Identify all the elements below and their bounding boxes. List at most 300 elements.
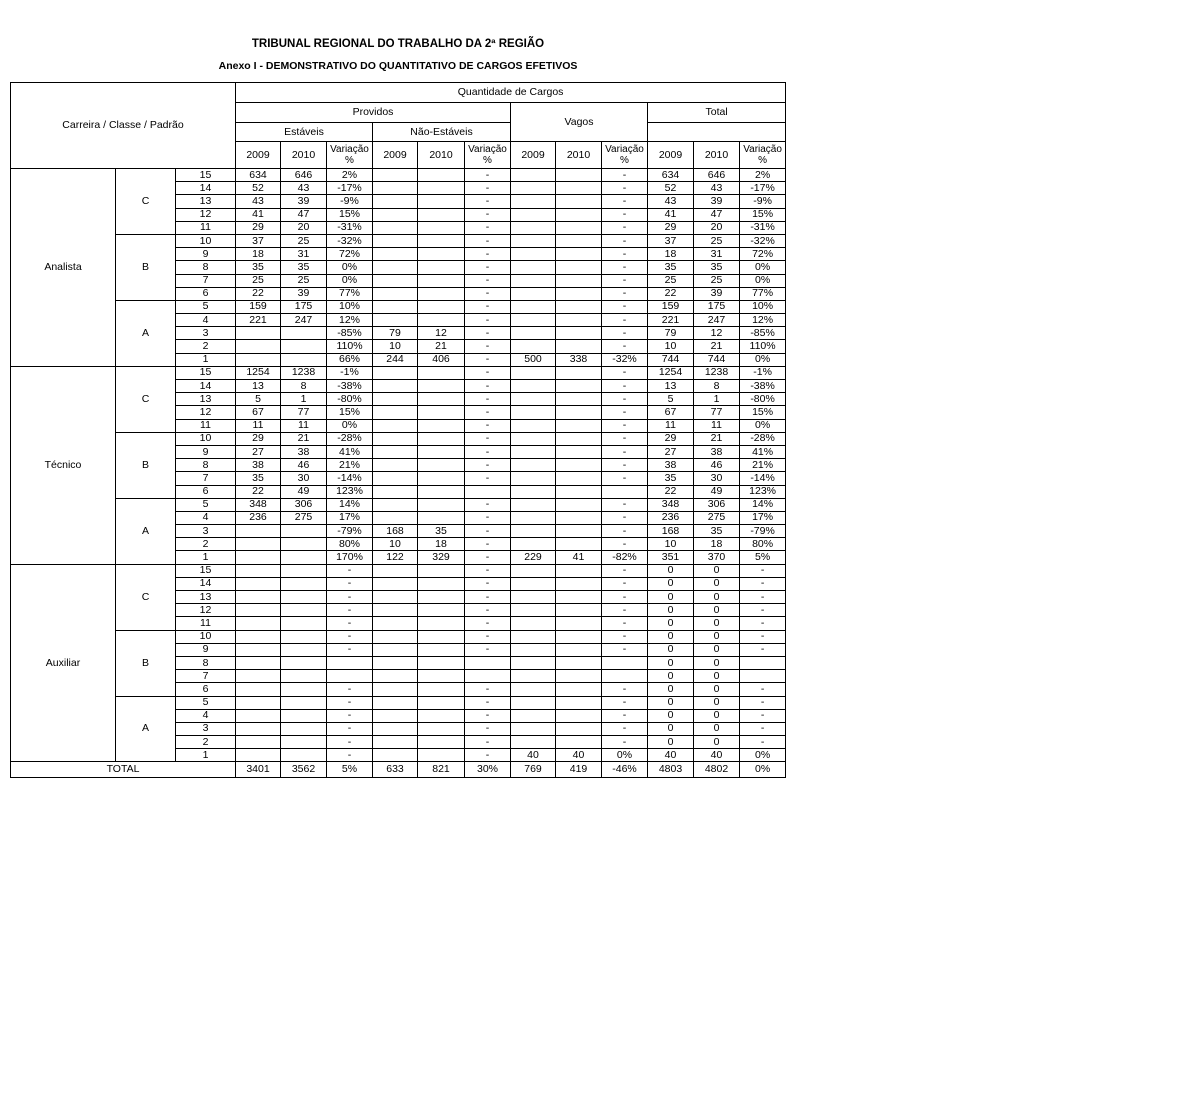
value-cell: 634 [648,169,694,182]
value-cell: - [465,696,511,709]
total-cell: 5% [327,762,373,778]
value-cell [373,630,418,643]
value-cell [556,683,602,696]
value-cell: 744 [694,353,740,366]
value-cell [281,617,327,630]
value-cell: 47 [694,208,740,221]
value-cell: - [602,498,648,511]
value-cell: - [602,340,648,353]
value-cell: 0 [648,591,694,604]
value-cell: 25 [236,274,281,287]
value-cell: - [602,208,648,221]
value-cell [556,340,602,353]
table-body [11,169,786,778]
value-cell: - [465,393,511,406]
total-cell: 4802 [694,762,740,778]
value-cell: 43 [236,195,281,208]
value-cell: 12 [418,327,465,340]
value-cell [418,683,465,696]
value-cell [373,577,418,590]
value-cell [556,643,602,656]
value-cell: - [327,722,373,735]
value-cell [327,670,373,683]
padrao-cell: 10 [176,234,236,247]
value-cell: - [327,630,373,643]
value-cell [511,393,556,406]
value-cell: 329 [418,551,465,564]
value-cell: 221 [236,314,281,327]
header-year-2009: 2009 [511,142,556,169]
value-cell: 338 [556,353,602,366]
value-cell: 0 [694,696,740,709]
value-cell: 38 [281,445,327,458]
value-cell: 30 [694,472,740,485]
value-cell [236,551,281,564]
padrao-cell: 6 [176,683,236,696]
value-cell [373,459,418,472]
value-cell: - [602,538,648,551]
value-cell [373,709,418,722]
padrao-cell: 14 [176,577,236,590]
value-cell: 1238 [694,366,740,379]
value-cell [418,169,465,182]
value-cell [418,234,465,247]
value-cell: 110% [740,340,786,353]
value-cell [373,485,418,498]
value-cell [511,591,556,604]
value-cell [418,472,465,485]
value-cell: 0 [648,617,694,630]
value-cell: -85% [327,327,373,340]
value-cell: - [465,248,511,261]
value-cell: - [602,182,648,195]
value-cell: - [740,564,786,577]
value-cell [418,511,465,524]
value-cell [373,736,418,749]
value-cell: - [602,511,648,524]
value-cell: 38 [648,459,694,472]
value-cell [556,604,602,617]
value-cell [281,604,327,617]
value-cell: - [465,366,511,379]
value-cell: - [327,577,373,590]
value-cell: 14% [740,498,786,511]
value-cell: -28% [327,432,373,445]
value-cell [602,670,648,683]
value-cell: -14% [740,472,786,485]
header-year-2009: 2009 [236,142,281,169]
value-cell [511,380,556,393]
value-cell [373,169,418,182]
value-cell: 21% [327,459,373,472]
value-cell: 0 [648,736,694,749]
carreira-label: Técnico [11,366,116,564]
value-cell: 77 [281,406,327,419]
value-cell [418,182,465,195]
padrao-cell: 9 [176,248,236,261]
value-cell: 5% [740,551,786,564]
value-cell: - [465,406,511,419]
value-cell [236,577,281,590]
value-cell: - [602,722,648,735]
padrao-cell: 5 [176,498,236,511]
value-cell [418,300,465,313]
value-cell: - [465,472,511,485]
value-cell [511,604,556,617]
value-cell: - [465,327,511,340]
value-cell: 40 [648,749,694,762]
value-cell: 21 [281,432,327,445]
value-cell: 47 [281,208,327,221]
value-cell: 35 [648,261,694,274]
value-cell: - [740,722,786,735]
value-cell [281,340,327,353]
value-cell [373,393,418,406]
value-cell: - [465,459,511,472]
value-cell: 43 [648,195,694,208]
value-cell: 15% [327,208,373,221]
value-cell: - [465,749,511,762]
value-cell [281,736,327,749]
value-cell: 11 [236,419,281,432]
value-cell: - [327,683,373,696]
value-cell: - [465,287,511,300]
value-cell [511,709,556,722]
value-cell: 18 [418,538,465,551]
value-cell: 0% [327,274,373,287]
value-cell [511,736,556,749]
value-cell [236,656,281,669]
value-cell [418,709,465,722]
value-cell: - [465,261,511,274]
value-cell: 123% [740,485,786,498]
value-cell [418,591,465,604]
value-cell [511,617,556,630]
value-cell: - [602,564,648,577]
value-cell: 0 [648,577,694,590]
value-cell [556,617,602,630]
value-cell: 25 [281,234,327,247]
value-cell: - [465,498,511,511]
value-cell: 348 [236,498,281,511]
table-row [11,169,786,182]
value-cell: 1 [281,393,327,406]
value-cell: -79% [740,525,786,538]
padrao-cell: 6 [176,485,236,498]
value-cell: 0 [648,604,694,617]
value-cell [418,696,465,709]
value-cell [418,749,465,762]
value-cell [418,208,465,221]
value-cell [236,630,281,643]
value-cell [556,419,602,432]
padrao-cell: 2 [176,736,236,749]
value-cell [373,248,418,261]
value-cell: - [465,445,511,458]
header-nao-estaveis: Não-Estáveis [373,123,511,142]
value-cell: 49 [694,485,740,498]
value-cell: 0 [648,722,694,735]
value-cell: 14% [327,498,373,511]
value-cell: 38 [694,445,740,458]
value-cell [556,498,602,511]
value-cell [418,406,465,419]
value-cell: 122 [373,551,418,564]
value-cell: 306 [694,498,740,511]
value-cell [236,643,281,656]
value-cell [236,696,281,709]
value-cell: 18 [236,248,281,261]
value-cell [511,300,556,313]
value-cell: 1254 [648,366,694,379]
value-cell [373,432,418,445]
value-cell [236,564,281,577]
value-cell: 39 [281,287,327,300]
value-cell: 0% [602,749,648,762]
value-cell [236,722,281,735]
value-cell: 159 [236,300,281,313]
value-cell: - [602,195,648,208]
value-cell: 10% [740,300,786,313]
value-cell [511,419,556,432]
value-cell [556,248,602,261]
value-cell [373,380,418,393]
value-cell: - [465,577,511,590]
value-cell: 41 [556,551,602,564]
value-cell [418,248,465,261]
padrao-cell: 2 [176,538,236,551]
value-cell [511,432,556,445]
value-cell [511,234,556,247]
value-cell: - [465,604,511,617]
value-cell: - [465,169,511,182]
value-cell: 0 [694,604,740,617]
value-cell [511,248,556,261]
value-cell [511,327,556,340]
value-cell: - [602,300,648,313]
value-cell [556,564,602,577]
value-cell: 8 [281,380,327,393]
padrao-cell: 8 [176,656,236,669]
value-cell: 0% [740,353,786,366]
value-cell: 168 [648,525,694,538]
padrao-cell: 15 [176,169,236,182]
value-cell: - [465,300,511,313]
value-cell: -9% [327,195,373,208]
value-cell: 18 [694,538,740,551]
value-cell [556,234,602,247]
header-vagos: Vagos [511,103,648,142]
padrao-cell: 9 [176,445,236,458]
value-cell: - [602,525,648,538]
value-cell: 0 [648,643,694,656]
total-cell: 4803 [648,762,694,778]
value-cell: - [740,683,786,696]
value-cell: - [465,234,511,247]
padrao-cell: 1 [176,551,236,564]
value-cell: -1% [327,366,373,379]
value-cell: 41 [236,208,281,221]
value-cell [511,511,556,524]
value-cell [465,656,511,669]
value-cell: - [602,327,648,340]
padrao-cell: 4 [176,709,236,722]
value-cell: - [602,419,648,432]
value-cell: 17% [327,511,373,524]
value-cell: 35 [236,472,281,485]
value-cell: 634 [236,169,281,182]
value-cell: - [465,314,511,327]
value-cell [236,340,281,353]
value-cell [511,498,556,511]
table-row [11,234,786,247]
value-cell [418,722,465,735]
value-cell: 0 [694,709,740,722]
value-cell: 77% [327,287,373,300]
value-cell [373,234,418,247]
value-cell: 21 [694,340,740,353]
value-cell: 20 [281,221,327,234]
value-cell [556,485,602,498]
padrao-cell: 9 [176,643,236,656]
padrao-cell: 12 [176,208,236,221]
padrao-cell: 7 [176,274,236,287]
padrao-cell: 7 [176,670,236,683]
value-cell: 12% [740,314,786,327]
value-cell [281,353,327,366]
value-cell: - [602,380,648,393]
value-cell: - [602,274,648,287]
header-variacao: Variação % [465,142,511,169]
value-cell: - [465,722,511,735]
value-cell [418,314,465,327]
value-cell: - [327,591,373,604]
value-cell [281,722,327,735]
value-cell: 39 [281,195,327,208]
value-cell: 79 [648,327,694,340]
value-cell: 80% [740,538,786,551]
value-cell: 41 [648,208,694,221]
padrao-cell: 3 [176,327,236,340]
value-cell: - [327,696,373,709]
carreira-label: Analista [11,169,116,367]
value-cell: - [602,643,648,656]
value-cell [511,366,556,379]
value-cell: 46 [694,459,740,472]
value-cell: 5 [236,393,281,406]
value-cell [556,300,602,313]
value-cell [236,525,281,538]
value-cell: 0 [648,630,694,643]
value-cell [511,696,556,709]
value-cell [281,591,327,604]
value-cell: 35 [694,261,740,274]
padrao-cell: 3 [176,525,236,538]
value-cell: - [465,525,511,538]
value-cell: - [327,604,373,617]
value-cell: - [327,749,373,762]
value-cell [556,406,602,419]
value-cell [511,538,556,551]
value-cell [556,314,602,327]
value-cell: 10 [648,538,694,551]
value-cell: 21 [418,340,465,353]
value-cell [511,577,556,590]
header-estaveis: Estáveis [236,123,373,142]
table-row [11,696,786,709]
table-row [11,564,786,577]
value-cell [511,261,556,274]
table-header [11,83,786,169]
value-cell: 170% [327,551,373,564]
value-cell [373,749,418,762]
value-cell: 110% [327,340,373,353]
value-cell [511,485,556,498]
value-cell [556,287,602,300]
value-cell: 175 [281,300,327,313]
value-cell [418,643,465,656]
value-cell [556,366,602,379]
carreira-label: Auxiliar [11,564,116,762]
value-cell: 27 [236,445,281,458]
value-cell: - [465,195,511,208]
padrao-cell: 2 [176,340,236,353]
value-cell: 30 [281,472,327,485]
value-cell [373,591,418,604]
value-cell [418,604,465,617]
table-row [11,498,786,511]
value-cell [418,670,465,683]
value-cell: 10 [648,340,694,353]
value-cell: - [740,591,786,604]
value-cell [556,261,602,274]
classe-label: B [116,432,176,498]
header-variacao: Variação % [327,142,373,169]
value-cell: -80% [327,393,373,406]
classe-label: B [116,234,176,300]
value-cell [556,591,602,604]
value-cell [556,709,602,722]
value-cell [418,419,465,432]
value-cell: 5 [648,393,694,406]
value-cell: - [602,445,648,458]
value-cell: -32% [740,234,786,247]
classe-label: A [116,498,176,564]
value-cell: - [465,419,511,432]
value-cell: 52 [236,182,281,195]
value-cell [373,617,418,630]
value-cell: -17% [327,182,373,195]
value-cell: 43 [694,182,740,195]
value-cell [236,538,281,551]
value-cell [418,459,465,472]
value-cell: - [465,709,511,722]
table-row [11,630,786,643]
value-cell: 35 [694,525,740,538]
total-label: TOTAL [11,762,236,778]
value-cell [556,432,602,445]
value-cell [373,208,418,221]
value-cell [511,722,556,735]
value-cell [556,445,602,458]
value-cell [556,459,602,472]
value-cell [556,722,602,735]
value-cell: 0 [694,736,740,749]
value-cell [373,221,418,234]
header-year-2009: 2009 [373,142,418,169]
value-cell [511,472,556,485]
value-cell: -28% [740,432,786,445]
